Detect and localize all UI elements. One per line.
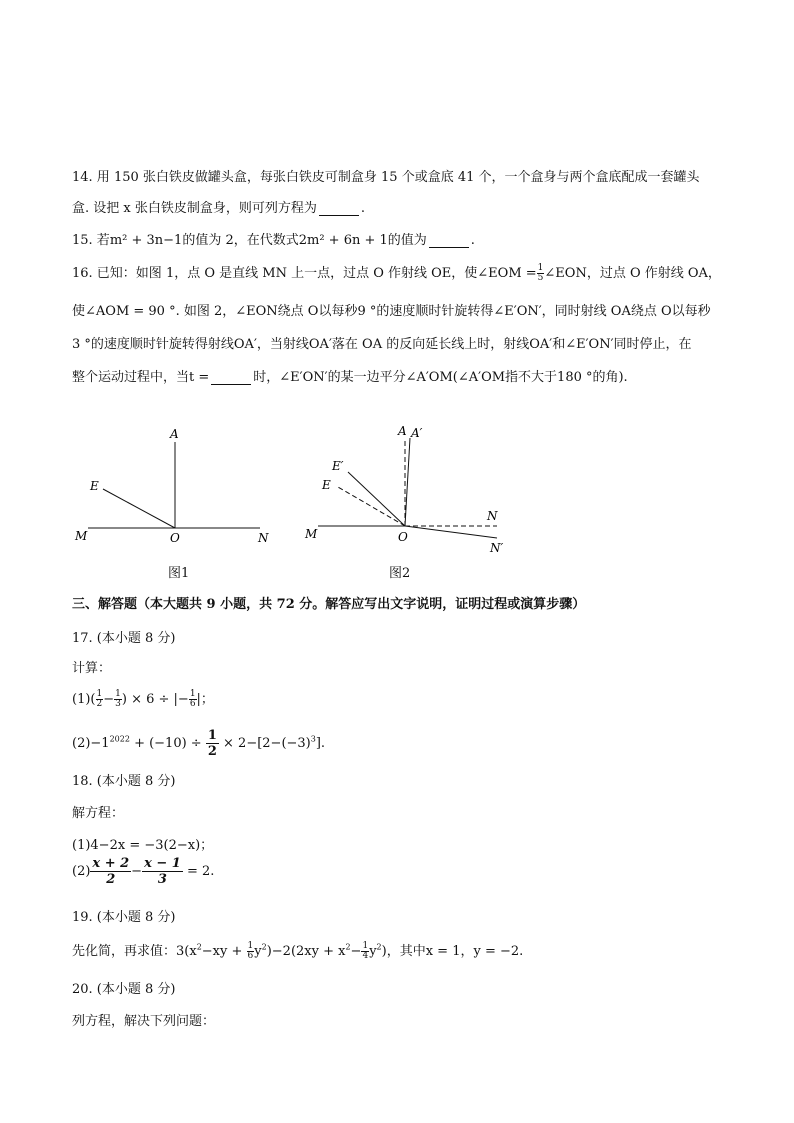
label-e-prime: E′	[332, 459, 344, 473]
answer-blank[interactable]	[319, 202, 359, 216]
q15-mid: 的值为 2，在代数式	[182, 233, 299, 248]
q19-expression: 先化简，再求值：$3(x^2-xy$ + $\frac{1}{6}$ $y^2)-2(2xy + x^2-$ $\frac{1}{4}$ $y^2$)，其中x = 1，y = −2.	[72, 941, 524, 961]
q15-pre: 15. 若	[72, 233, 110, 248]
q20-intro: 列方程，解决下列问题：	[72, 1014, 216, 1029]
label-n-prime: N′	[490, 541, 504, 555]
answer-blank[interactable]	[211, 371, 251, 385]
label-a: A	[398, 424, 407, 438]
q14-line1: 14. 用 150 张白铁皮做罐头盒，每张白铁皮可制盒身 15 个或盒底 41 个，一个盒身与两个盒底配成一套罐头	[72, 170, 700, 185]
label-o: O	[398, 530, 408, 544]
section-heading: 三、解答题（本大题共 9 小题，共 72 分。解答应写出文字说明，证明过程或演算步骤）	[72, 597, 586, 612]
label-m: M	[75, 529, 88, 543]
ray-on-prime	[405, 526, 497, 538]
q18-part1: (1)4−2x = −3(2−x)；	[72, 838, 214, 853]
label-o: O	[170, 531, 180, 545]
label-e: E	[90, 479, 99, 493]
label-m: M	[305, 527, 318, 541]
q15-post: 的值为	[387, 233, 427, 248]
label-a: A	[170, 427, 179, 441]
ray-oa-prime	[405, 438, 410, 526]
figure-2-caption: 图2	[389, 566, 411, 581]
q16-line4	[72, 366, 628, 385]
q14-end: .	[360, 201, 366, 216]
answer-blank[interactable]	[429, 234, 469, 248]
ray-oe-dashed	[338, 487, 405, 526]
fraction: $\frac{1}{5}$	[537, 263, 544, 283]
q15-expr2: 2m² + 6n + 1	[298, 233, 388, 248]
q16-line1-pre: 16. 已知：如图 1，点 O 是直线 MN 上一点，过点 O 作射线 OE，使∠EOM =	[72, 266, 537, 281]
label-a-prime: A′	[411, 426, 423, 440]
label-n: N	[258, 531, 269, 545]
q17-title: 17. (本小题 8 分)	[72, 631, 176, 646]
ray-oe	[103, 489, 175, 528]
q16-line4-pre: 整个运动过程中，当t =	[72, 370, 210, 385]
q16-line1-post: ∠EON，过点 O 作射线 OA，	[544, 266, 721, 281]
figure-1	[70, 420, 280, 550]
q14-line2	[72, 197, 365, 216]
ray-oe-prime	[348, 472, 405, 526]
q15-expr1: m² + 3n−1	[109, 233, 183, 248]
q15-end: .	[470, 233, 475, 248]
q15-line	[72, 229, 475, 248]
q17-part2: $(2)-1^{2022} + (-10)$ ÷ $\frac{1}{2}$ × $2-[2-(-3)^3]$.	[72, 728, 326, 759]
q18-title: 18. (本小题 8 分)	[72, 774, 176, 789]
label-n: N	[487, 509, 498, 523]
q16-line3: 3 °的速度顺时针旋转得射线OA′，当射线OA′落在 OA 的反向延长线上时，射线OA′和∠E′ON′同时停止，在	[72, 337, 692, 352]
q14-text: 盒. 设把 x 张白铁皮制盒身，则可列方程为	[72, 201, 317, 216]
figure-2	[300, 420, 520, 560]
q16-line2: 使∠AOM = 90 °. 如图 2，∠EON绕点 O以每秒9 °的速度顺时针旋转得∠E′ON′，同时射线 OA绕点 O以每秒	[72, 304, 711, 319]
q16-line1	[72, 262, 721, 283]
label-e: E	[322, 478, 331, 492]
q18-part2: (2) $\frac{x + 2}{2}$ − $\frac{x - 1}{3}$ = 2.	[72, 856, 215, 887]
q18-intro: 解方程：	[72, 806, 125, 821]
q17-part1: (1)( $\frac{1}{2}$ − $\frac{1}{3}$ ) × 6 ÷ |− $\frac{1}{6}$ |；	[72, 689, 214, 709]
q20-title: 20. (本小题 8 分)	[72, 982, 176, 997]
q17-intro: 计算：	[72, 661, 112, 676]
q19-title: 19. (本小题 8 分)	[72, 910, 176, 925]
q16-line4-post: 时，∠E′ON′的某一边平分∠A′OM(∠A′OM指不大于180 °的角).	[253, 370, 628, 385]
figure-1-caption: 图1	[168, 566, 190, 581]
